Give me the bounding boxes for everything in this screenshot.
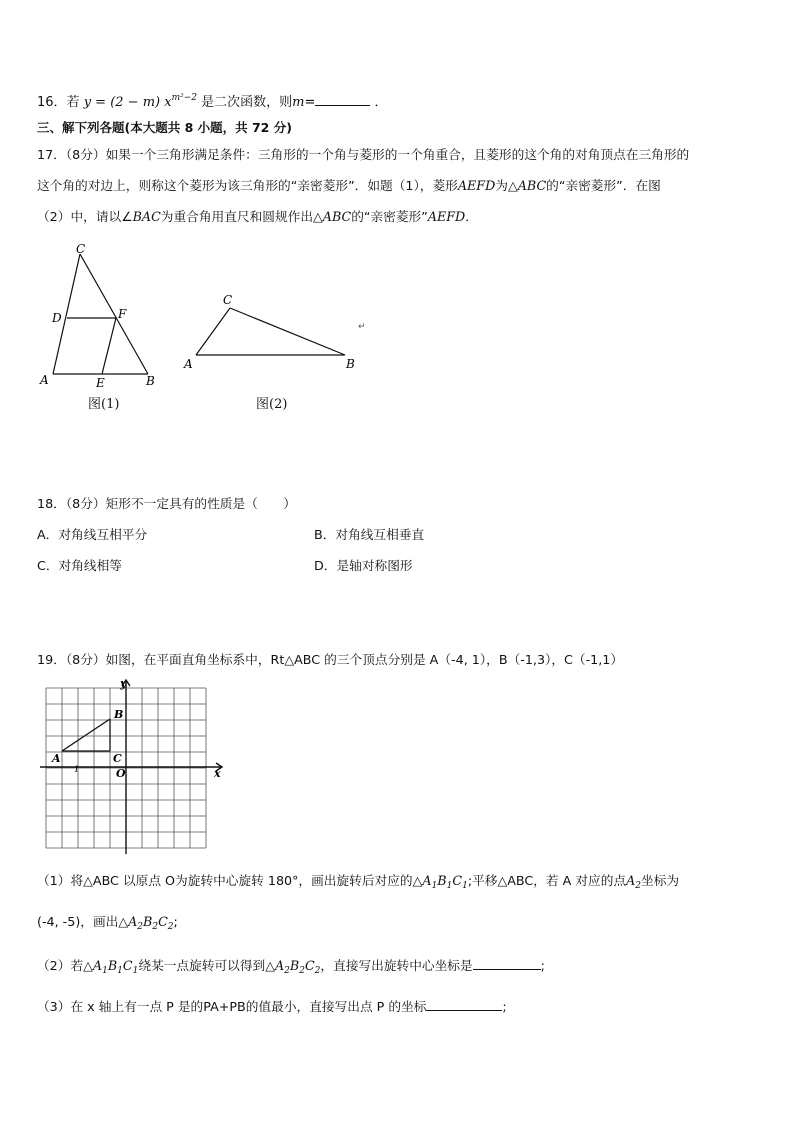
grid-label-a: A xyxy=(52,752,61,765)
q17-line3-d: ． xyxy=(465,209,478,224)
q19-part1-line1 xyxy=(37,872,679,895)
q19-part2 xyxy=(37,955,545,980)
q17-bac: BAC xyxy=(132,209,161,224)
q16-end: ． xyxy=(374,95,388,110)
q19-coordinate-grid xyxy=(36,676,236,856)
fig2-label-a: A xyxy=(184,357,193,371)
q19-p2-d: ; xyxy=(540,958,545,973)
q19-stem: 19．（8分）如图，在平面直角坐标系中，Rt△ABC 的三个顶点分别是 A（-4, 1），B（-1,3），C（-1,1） xyxy=(37,652,624,667)
q19-sub: 1 xyxy=(132,966,139,976)
grid-label-b: B xyxy=(114,708,124,721)
q19-part3-answer-blank[interactable] xyxy=(426,996,502,1011)
q19-sym-b: B xyxy=(143,914,153,929)
q19-part3 xyxy=(37,996,507,1016)
q16-text: 是二次函数，则 xyxy=(201,95,293,110)
fig2-label-b: B xyxy=(346,357,355,371)
q19-p1-a: （1）将△ABC 以原点 O为旋转中心旋转 180°，画出旋转后对应的△ xyxy=(37,873,423,888)
q19-part1-line2 xyxy=(37,913,178,936)
q19-p2-b: 绕某一点旋转可以得到△ xyxy=(138,958,275,973)
q19-sym-a: A xyxy=(274,958,285,973)
return-mark: ↵ xyxy=(358,322,366,332)
q17-aefd: AEFD xyxy=(457,178,496,193)
fig1-label-e: E xyxy=(96,376,105,390)
q19-sub: 2 xyxy=(635,881,642,891)
q19-sym-c: C xyxy=(452,873,463,888)
q18-option-b[interactable]: B．对角线互相垂直 xyxy=(314,527,425,542)
q19-semi: ; xyxy=(467,873,473,888)
grid-label-y: y xyxy=(120,677,127,690)
q18-stem: 18．（8分）矩形不一定具有的性质是（ ） xyxy=(37,496,296,511)
q19-p1-line2-b: ; xyxy=(173,914,178,929)
fig1-label-f: F xyxy=(118,307,127,321)
q19-sym-c: C xyxy=(158,914,168,929)
q19-sym-a: A xyxy=(626,873,636,888)
q17-line3-a: （2）中，请以∠ xyxy=(37,209,133,224)
triangle-side-ab xyxy=(62,719,110,751)
fig2-label-c: C xyxy=(223,293,233,307)
fig1-side-cb xyxy=(80,254,148,374)
fig1-segment-ef xyxy=(102,318,116,374)
fig1-label-d: D xyxy=(52,311,62,325)
q16-eq: = xyxy=(304,95,316,110)
q17-figure-2 xyxy=(180,288,370,378)
q17-line3 xyxy=(37,208,478,226)
q18-option-a[interactable]: A．对角线互相平分 xyxy=(37,527,148,542)
q19-sub: 1 xyxy=(102,966,108,976)
q19-p1-c: 坐标为 xyxy=(641,873,680,888)
q19-sym-b: B xyxy=(107,958,118,973)
q19-p3-pa: PA+PB xyxy=(203,999,246,1014)
q19-sym-c: C xyxy=(122,958,133,973)
q17-line3-b: 为重合角用直尺和圆规作出△ xyxy=(160,209,323,224)
q16-exponent: m²−2 xyxy=(171,93,197,103)
q19-part2-answer-blank[interactable] xyxy=(473,955,541,970)
fig1-label-a: A xyxy=(40,373,49,387)
fig2-side-cb xyxy=(230,308,345,355)
q19-p2-c: ，直接写出旋转中心坐标是 xyxy=(320,958,473,973)
q19-p3-b: 的值最小，直接写出点 P 的坐标 xyxy=(245,999,427,1014)
section-3-title: 三、解下列各题(本大题共 8 小题，共 72 分) xyxy=(37,120,292,135)
q19-p1-line2-a: (-4, -5)，画出△ xyxy=(37,914,129,929)
q19-sym-a: A xyxy=(128,914,138,929)
q19-sym-a: A xyxy=(92,958,103,973)
q16-number: 16．若 xyxy=(37,95,80,110)
q17-abc: ABC xyxy=(517,178,547,193)
q19-p1-b: 平移△ABC，若 A 对应的点 xyxy=(472,873,627,888)
fig2-caption: 图(2) xyxy=(256,397,288,412)
q17-line2 xyxy=(37,177,661,195)
q19-sub: 1 xyxy=(431,881,438,891)
q19-sub: 1 xyxy=(446,881,453,891)
fig1-caption: 图(1) xyxy=(88,397,120,412)
grid-label-c: C xyxy=(113,752,122,765)
q16-answer-blank[interactable] xyxy=(315,91,370,106)
q18-option-d[interactable]: D．是轴对称图形 xyxy=(314,558,413,573)
q19-sub: 1 xyxy=(117,966,123,976)
q19-sub: 2 xyxy=(137,922,143,932)
q19-sub: 2 xyxy=(284,966,290,976)
q19-sub: 2 xyxy=(299,966,305,976)
q17-aefd-2: AEFD xyxy=(427,209,466,224)
q17-figure-1 xyxy=(30,240,170,420)
q17-abc-2: ABC xyxy=(322,209,352,224)
q18-option-c[interactable]: C．对角线相等 xyxy=(37,558,122,573)
grid-label-x: x xyxy=(214,767,221,780)
q16-equation: = (2 − m) x xyxy=(91,95,172,110)
q19-sym-b: B xyxy=(437,873,447,888)
question-16 xyxy=(37,89,388,112)
q17-line2-c: 的“亲密菱形”．在图 xyxy=(546,178,661,193)
q19-p2-a: （2）若△ xyxy=(37,958,93,973)
q17-line1: 17．（8分）如果一个三角形满足条件：三角形的一个角与菱形的一个角重合，且菱形的这个角的对角顶点在三角形的 xyxy=(37,147,690,162)
q19-p3-c: ; xyxy=(502,999,507,1014)
grid-label-one: 1 xyxy=(74,765,80,774)
fig1-label-c: C xyxy=(76,242,86,256)
fig2-side-ac xyxy=(196,308,230,355)
q19-p3-a: （3）在 x 轴上有一点 P 是的 xyxy=(37,999,204,1014)
q17-line2-a: 这个角的对边上，则称这个菱形为该三角形的“亲密菱形”．如题（1），菱形 xyxy=(37,178,458,193)
q19-sub: 2 xyxy=(314,966,321,976)
q19-sym-a: A xyxy=(422,873,432,888)
q19-sub: 1 xyxy=(462,881,468,891)
grid-label-o: O xyxy=(116,767,126,780)
fig1-label-b: B xyxy=(146,374,155,388)
q17-line3-c: 的“亲密菱形” xyxy=(351,209,428,224)
q19-sym-c: C xyxy=(304,958,315,973)
q19-sym-b: B xyxy=(289,958,300,973)
q19-sub: 2 xyxy=(167,922,174,932)
q17-line2-b: 为△ xyxy=(495,178,518,193)
q16-m: m xyxy=(292,95,305,110)
q19-sub: 2 xyxy=(152,922,159,932)
q16-y: y xyxy=(83,95,92,110)
